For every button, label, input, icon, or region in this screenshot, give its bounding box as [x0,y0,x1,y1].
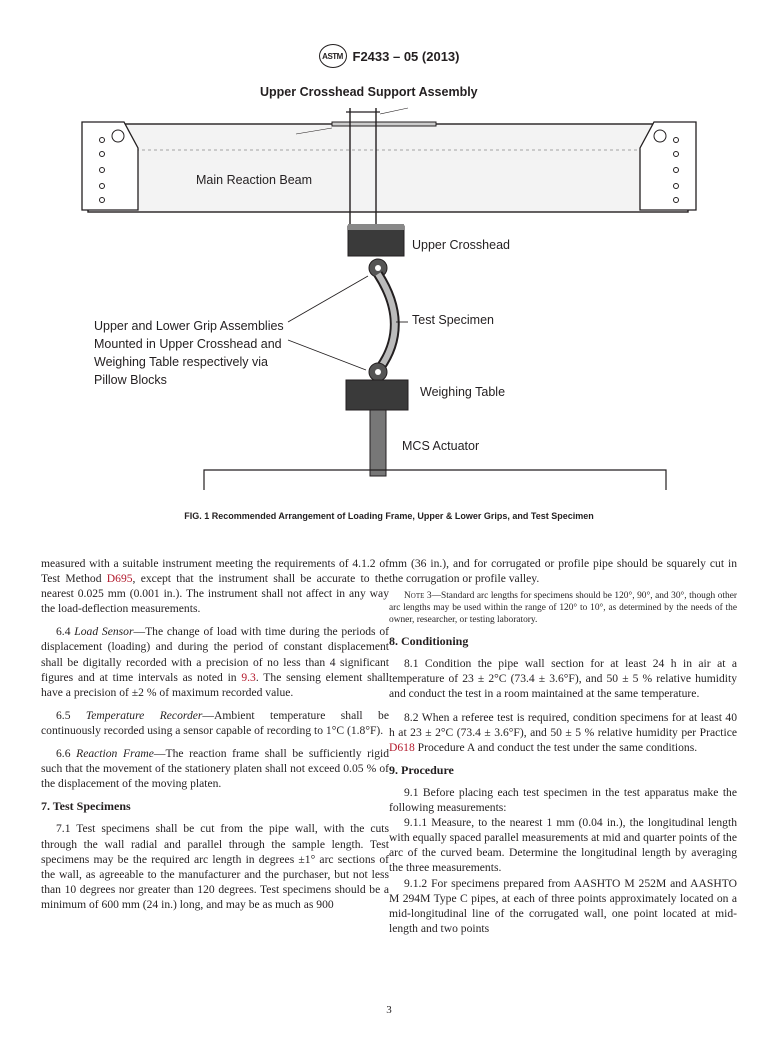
paragraph-9-1-2: 9.1.2 For specimens prepared from AASHTO M 252M and AASHTO M 294M Type C pipes, at each of three points approximately located on a mid-longitudinal line of the corrugated wall, one point located at mid-length and two points [389,876,737,935]
label-weighing-table: Weighing Table [420,385,506,399]
paragraph-6-4: 6.4 Load Sensor—The change of load with time during the periods of displacement (loading) and during the period of constant displacement shall be digitally recorded with a precision of no less than 4 significant figures and at time intervals as noted in 9.3. The sensing element shall have a precision of ±2 % of maximum recorded value. [41,625,389,699]
paragraph-6-6: 6.6 Reaction Frame—The reaction frame shall be sufficiently rigid such that the movement of the stationery platen shall not exceed 0.05 % of the displacement of the moving platen. [41,747,390,791]
label-grip-line1: Upper and Lower Grip Assemblies [94,319,284,333]
paragraph-8-1: 8.1 Condition the pipe wall section for at least 24 h in air at a temperature of 23 ± 2°C (73.4 ± 3.6°F), and 50 ± 5 % relative humidity and conduct the test in a room maintained at the same temperature. [389,657,737,701]
page-number: 3 [386,1004,392,1016]
label-actuator: MCS Actuator [402,439,480,453]
paragraph-9-1: 9.1 Before placing each test specimen in the test apparatus make the following measurements: [389,785,737,815]
link-d618[interactable]: D618 [389,740,415,754]
weighing-table [346,380,408,410]
note-3: Note 3—Standard arc lengths for specimens should be 120°, 90°, and 30°, though other arc lengths may be used within the range of 120° to 10°, as determined by the needs of the owner, researcher, or testing laboratory. [389,591,737,626]
main-reaction-beam [88,124,688,212]
loading-frame-figure [78,78,700,498]
label-test-specimen: Test Specimen [412,313,494,327]
section-heading-9: 9. Procedure [389,762,454,777]
mcs-actuator [370,410,386,476]
label-main-beam: Main Reaction Beam [196,173,313,187]
base-frame [204,470,666,490]
label-grip-line2: Mounted in Upper Crosshead and [94,337,282,351]
astm-logo: ASTM [319,44,347,68]
section-heading-8: 8. Conditioning [389,634,469,649]
paragraph-8-2: 8.2 When a referee test is required, condition specimens for at least 40 h at 23 ± 2°C (73.4 ± 3.6°F), and 50 ± 5 % relative humidity per Practice D618 Procedure A and conduct the test under the same conditions. [389,710,737,754]
paragraph-6-3-cont: measured with a suitable instrument meeting the requirements of 4.1.2 of Test Method D695, except that the instrument shall be accurate to the nearest 0.025 mm (0.001 in.). The instrument shall not affect in any way the load-deflection measurements. [41,557,389,616]
support-plate [332,122,436,126]
label-grip-line3: Weighing Table respectively via [94,355,268,369]
paragraph-7-1-cont: mm (36 in.), and for corrugated or profile pipe should be squarely cut in the corrugation or profile valley. [389,557,737,586]
link-9-3[interactable]: 9.3 [241,670,256,684]
section-heading-7: 7. Test Specimens [41,799,131,814]
label-upper-support: Upper Crosshead Support Assembly [260,85,478,99]
left-end-bracket [82,122,138,210]
right-end-bracket [640,122,696,210]
label-upper-crosshead: Upper Crosshead [412,238,510,252]
document-header [0,44,778,68]
paragraph-7-1: 7.1 Test specimens shall be cut from the pipe wall, with the cuts through the wall radial and parallel through the sample length. Test specimens may be the required arc length in degrees ±1° arc sections of the wall, as agreeable to the manufacturer and the purchaser, but not less than 10 degrees nor greater than 120 degrees. Test specimens should be a minimum of 600 mm (24 in.) long, and may be as much as 900 [41,822,389,911]
upper-crosshead [348,226,404,256]
paragraph-6-5: 6.5 Temperature Recorder—Ambient temperature shall be continuously recorded using a sensor capable of recording to 1°C (1.8°F). [41,708,390,737]
right-column [389,556,737,944]
label-grip-line4: Pillow Blocks [94,373,167,387]
figure-caption: FIG. 1 Recommended Arrangement of Loading Frame, Upper & Lower Grips, and Test Specimen [184,511,594,521]
paragraph-9-1-1: 9.1.1 Measure, to the nearest 1 mm (0.04 in.), the longitudinal length with equally spaced parallel measurements at mid and quarter points of the arc of the curved beam. Determine the longitudinal length by averaging the three measurements. [389,816,737,875]
left-column [41,556,389,920]
standard-designation: F2433 – 05 (2013) [352,48,460,64]
link-d695[interactable]: D695 [106,572,133,586]
